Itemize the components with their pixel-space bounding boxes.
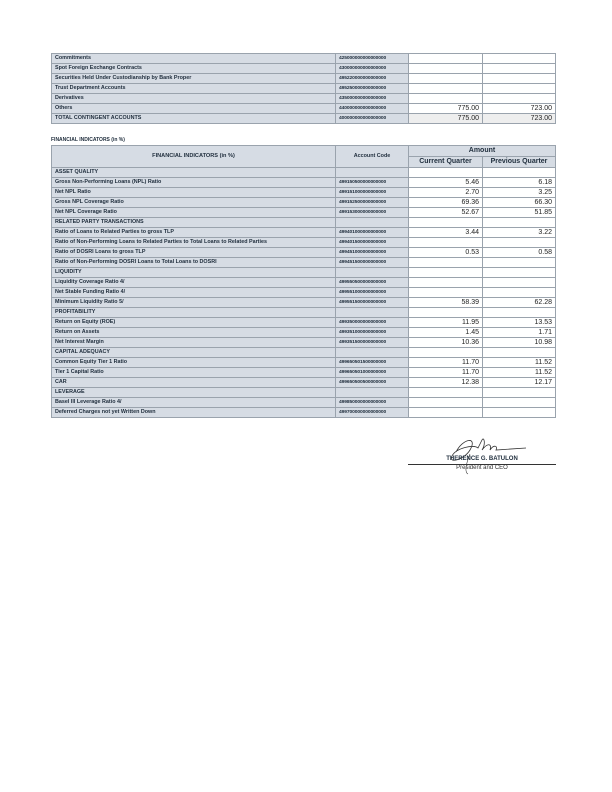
previous-quarter-value xyxy=(483,268,556,278)
row-label: Securities Held Under Custodianship by Bank Proper xyxy=(52,74,336,84)
current-quarter-value xyxy=(409,398,483,408)
current-quarter-value: 58.39 xyxy=(409,298,483,308)
current-quarter-value xyxy=(409,238,483,248)
previous-quarter-value xyxy=(483,258,556,268)
account-code: 430000000000000000 xyxy=(336,64,409,74)
account-code: 435000000000000000 xyxy=(336,94,409,104)
current-quarter-value: 775.00 xyxy=(409,104,483,114)
current-quarter-value xyxy=(409,84,483,94)
account-code xyxy=(336,218,409,228)
row-label: TOTAL CONTINGENT ACCOUNTS xyxy=(52,114,336,124)
row-label: Tier 1 Capital Ratio xyxy=(52,368,336,378)
previous-quarter-value: 62.28 xyxy=(483,298,556,308)
current-quarter-value: 5.46 xyxy=(409,178,483,188)
current-quarter-value: 12.38 xyxy=(409,378,483,388)
current-quarter-value xyxy=(409,258,483,268)
account-code: 499351500000000000 xyxy=(336,338,409,348)
previous-quarter-value: 3.25 xyxy=(483,188,556,198)
current-quarter-value: 1.45 xyxy=(409,328,483,338)
previous-quarter-value xyxy=(483,398,556,408)
row-label: Liquidity Coverage Ratio 4/ xyxy=(52,278,336,288)
row-label: Derivatives xyxy=(52,94,336,104)
current-quarter-value xyxy=(409,168,483,178)
current-quarter-value: 11.70 xyxy=(409,368,483,378)
table-row xyxy=(52,278,556,288)
account-code: 499650501500000000 xyxy=(336,358,409,368)
table-row xyxy=(52,288,556,298)
table-row xyxy=(52,178,556,188)
current-quarter-value xyxy=(409,54,483,64)
account-code: 440000000000000000 xyxy=(336,104,409,114)
current-quarter-value xyxy=(409,268,483,278)
account-code: 495250000000000000 xyxy=(336,84,409,94)
current-quarter-value: 775.00 xyxy=(409,114,483,124)
table-row xyxy=(52,208,556,218)
row-label: Others xyxy=(52,104,336,114)
account-code: 499152500000000000 xyxy=(336,198,409,208)
previous-quarter-value xyxy=(483,388,556,398)
table-row xyxy=(52,104,556,114)
table-row xyxy=(52,64,556,74)
current-quarter-value xyxy=(409,218,483,228)
account-code: 499650500500000000 xyxy=(336,378,409,388)
row-label: Net Stable Funding Ratio 4/ xyxy=(52,288,336,298)
row-label: Ratio of Non-Performing Loans to Related Parties to Total Loans to Related Parties xyxy=(52,238,336,248)
previous-quarter-value xyxy=(483,238,556,248)
table-row xyxy=(52,298,556,308)
row-label: Net Interest Margin xyxy=(52,338,336,348)
previous-quarter-header: Previous Quarter xyxy=(483,157,556,168)
account-code: 499351000000000000 xyxy=(336,328,409,338)
contingent-accounts-table xyxy=(51,53,556,124)
header-row xyxy=(52,146,556,157)
previous-quarter-value: 1.71 xyxy=(483,328,556,338)
table-row xyxy=(52,338,556,348)
account-code: 499451500000000000 xyxy=(336,258,409,268)
row-label: ASSET QUALITY xyxy=(52,168,336,178)
table-row xyxy=(52,398,556,408)
previous-quarter-value: 66.30 xyxy=(483,198,556,208)
table-row xyxy=(52,408,556,418)
account-code: 499551000000000000 xyxy=(336,288,409,298)
row-label: RELATED PARTY TRANSACTIONS xyxy=(52,218,336,228)
account-code: 499401500000000000 xyxy=(336,238,409,248)
financial-indicators-table xyxy=(51,145,556,418)
previous-quarter-value: 11.52 xyxy=(483,358,556,368)
table-row xyxy=(52,328,556,338)
previous-quarter-value xyxy=(483,64,556,74)
table-row xyxy=(52,248,556,258)
current-quarter-value: 11.70 xyxy=(409,358,483,368)
table-row xyxy=(52,168,556,178)
row-label: Gross NPL Coverage Ratio xyxy=(52,198,336,208)
row-label: Ratio of Non-Performing DOSRI Loans to Total Loans to DOSRI xyxy=(52,258,336,268)
account-code xyxy=(336,388,409,398)
current-quarter-value xyxy=(409,288,483,298)
signature-image xyxy=(408,430,556,480)
current-quarter-value: 10.36 xyxy=(409,338,483,348)
table-row xyxy=(52,198,556,208)
account-code: 499850000000000000 xyxy=(336,398,409,408)
previous-quarter-value xyxy=(483,348,556,358)
signatory-title: President and CEO xyxy=(456,465,508,471)
row-label: Trust Department Accounts xyxy=(52,84,336,94)
account-code: 499551500000000000 xyxy=(336,298,409,308)
current-quarter-value: 52.67 xyxy=(409,208,483,218)
table-row xyxy=(52,268,556,278)
row-label: Ratio of Loans to Related Parties to gross TLP xyxy=(52,228,336,238)
indicator-column-header: FINANCIAL INDICATORS (in %) xyxy=(52,146,336,168)
previous-quarter-value xyxy=(483,288,556,298)
current-quarter-value xyxy=(409,64,483,74)
account-code: 425000000000000000 xyxy=(336,54,409,64)
amount-column-header: Amount xyxy=(409,146,556,157)
row-label: Deferred Charges not yet Written Down xyxy=(52,408,336,418)
row-label: Ratio of DOSRI Loans to gross TLP xyxy=(52,248,336,258)
previous-quarter-value: 11.52 xyxy=(483,368,556,378)
table-row xyxy=(52,238,556,248)
current-quarter-value xyxy=(409,408,483,418)
signatory-name: THERENCE G. BATULON xyxy=(446,456,518,462)
row-label: CAR xyxy=(52,378,336,388)
table-row xyxy=(52,114,556,124)
current-quarter-value: 69.36 xyxy=(409,198,483,208)
row-label: PROFITABILITY xyxy=(52,308,336,318)
row-label: CAPITAL ADEQUACY xyxy=(52,348,336,358)
row-label: LEVERAGE xyxy=(52,388,336,398)
financial-indicators-section-title: FINANCIAL INDICATORS (in %) xyxy=(51,137,125,143)
current-quarter-value xyxy=(409,278,483,288)
account-code: 499451000000000000 xyxy=(336,248,409,258)
current-quarter-value: 11.95 xyxy=(409,318,483,328)
previous-quarter-value: 12.17 xyxy=(483,378,556,388)
account-code: 400000000000000000 xyxy=(336,114,409,124)
row-label: Net NPL Ratio xyxy=(52,188,336,198)
previous-quarter-value: 6.18 xyxy=(483,178,556,188)
row-label: Return on Equity (ROE) xyxy=(52,318,336,328)
previous-quarter-value xyxy=(483,94,556,104)
table-row xyxy=(52,188,556,198)
table-row xyxy=(52,258,556,268)
account-code xyxy=(336,308,409,318)
table-row xyxy=(52,94,556,104)
previous-quarter-value: 3.22 xyxy=(483,228,556,238)
previous-quarter-value: 723.00 xyxy=(483,114,556,124)
row-label: Return on Assets xyxy=(52,328,336,338)
current-quarter-value xyxy=(409,348,483,358)
row-label: Net NPL Coverage Ratio xyxy=(52,208,336,218)
previous-quarter-value xyxy=(483,408,556,418)
account-code: 499550500000000000 xyxy=(336,278,409,288)
row-label: Common Equity Tier 1 Ratio xyxy=(52,358,336,368)
previous-quarter-value: 723.00 xyxy=(483,104,556,114)
account-code xyxy=(336,348,409,358)
table-row xyxy=(52,308,556,318)
previous-quarter-value: 51.85 xyxy=(483,208,556,218)
account-code xyxy=(336,168,409,178)
account-code xyxy=(336,268,409,278)
row-label: Commitments xyxy=(52,54,336,64)
current-quarter-value: 3.44 xyxy=(409,228,483,238)
account-code: 499700000000000000 xyxy=(336,408,409,418)
table-row xyxy=(52,348,556,358)
current-quarter-value xyxy=(409,308,483,318)
row-label: LIQUIDITY xyxy=(52,268,336,278)
previous-quarter-value xyxy=(483,278,556,288)
table-row xyxy=(52,368,556,378)
current-quarter-value: 0.53 xyxy=(409,248,483,258)
table-row xyxy=(52,74,556,84)
row-label: Basel III Leverage Ratio 4/ xyxy=(52,398,336,408)
previous-quarter-value xyxy=(483,218,556,228)
table-row xyxy=(52,54,556,64)
previous-quarter-value: 13.53 xyxy=(483,318,556,328)
table-row xyxy=(52,358,556,368)
current-quarter-value: 2.70 xyxy=(409,188,483,198)
table-row xyxy=(52,84,556,94)
row-label: Minimum Liquidity Ratio 5/ xyxy=(52,298,336,308)
table-row xyxy=(52,218,556,228)
account-code-column-header: Account Code xyxy=(336,146,409,168)
table-row xyxy=(52,388,556,398)
table-row xyxy=(52,318,556,328)
current-quarter-value xyxy=(409,94,483,104)
current-quarter-value xyxy=(409,74,483,84)
current-quarter-value xyxy=(409,388,483,398)
account-code: 499401000000000000 xyxy=(336,228,409,238)
table-row xyxy=(52,228,556,238)
previous-quarter-value xyxy=(483,308,556,318)
previous-quarter-value xyxy=(483,74,556,84)
previous-quarter-value: 0.58 xyxy=(483,248,556,258)
current-quarter-header: Current Quarter xyxy=(409,157,483,168)
account-code: 499151000000000000 xyxy=(336,188,409,198)
previous-quarter-value xyxy=(483,168,556,178)
previous-quarter-value xyxy=(483,84,556,94)
previous-quarter-value xyxy=(483,54,556,64)
row-label: Gross Non-Performing Loans (NPL) Ratio xyxy=(52,178,336,188)
table-row xyxy=(52,378,556,388)
account-code: 499650501000000000 xyxy=(336,368,409,378)
account-code: 499350000000000000 xyxy=(336,318,409,328)
row-label: Spot Foreign Exchange Contracts xyxy=(52,64,336,74)
account-code: 499150500000000000 xyxy=(336,178,409,188)
account-code: 495220000000000000 xyxy=(336,74,409,84)
previous-quarter-value: 10.98 xyxy=(483,338,556,348)
account-code: 499153000000000000 xyxy=(336,208,409,218)
